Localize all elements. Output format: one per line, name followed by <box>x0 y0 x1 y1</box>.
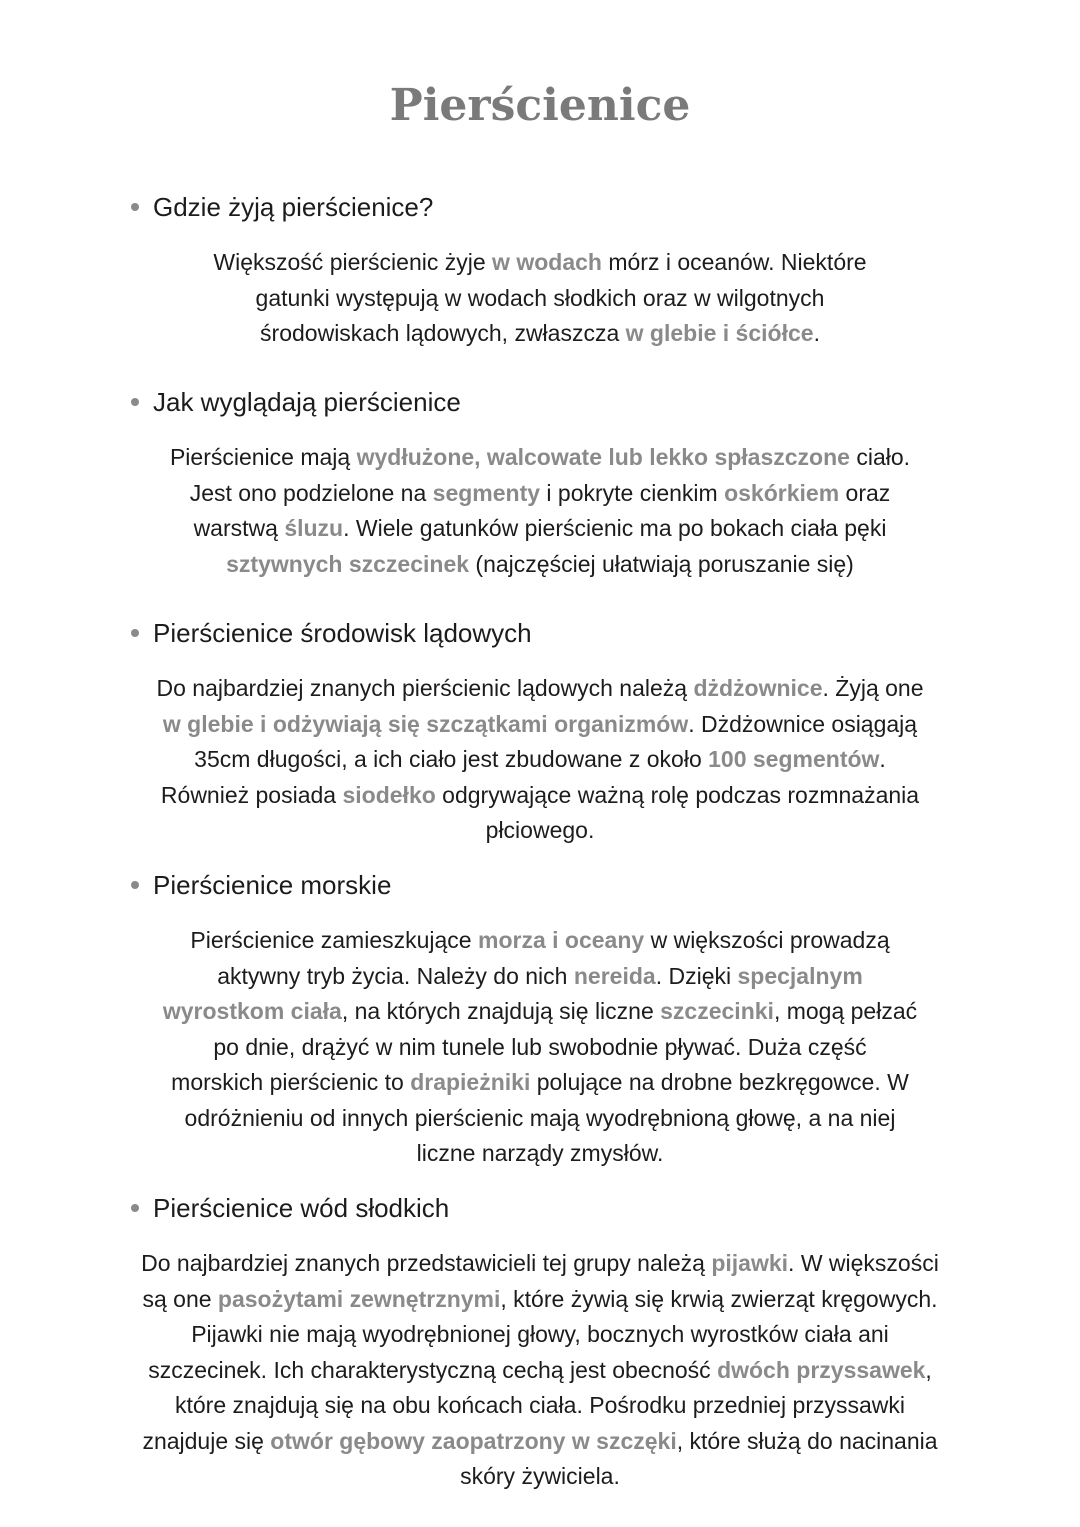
highlighted-term: w glebie i ściółce <box>625 320 814 346</box>
paragraph-text: płciowego. <box>485 817 595 843</box>
section-heading <box>131 386 461 418</box>
paragraph-text: warstwą <box>193 515 285 541</box>
section-paragraph <box>90 440 990 582</box>
paragraph-text: Do najbardziej znanych przedstawicieli tej grupy należą <box>141 1250 712 1276</box>
paragraph-text: polujące na drobne bezkręgowce. W <box>530 1069 909 1095</box>
section-heading-label: Jak wyglądają pierścienice <box>153 387 461 417</box>
paragraph-line <box>90 994 990 1030</box>
paragraph-line <box>90 1388 990 1424</box>
paragraph-line <box>90 1424 990 1460</box>
highlighted-term: siodełko <box>342 781 436 808</box>
section-paragraph <box>90 671 990 849</box>
paragraph-line <box>90 440 990 476</box>
paragraph-text: , które służą do nacinania <box>676 1427 938 1454</box>
bullet-icon <box>131 203 139 211</box>
highlighted-term: nereida <box>573 962 656 989</box>
paragraph-line <box>90 1317 990 1353</box>
paragraph-text: znajduje się <box>142 1427 271 1454</box>
highlighted-term: śluzu <box>284 515 344 541</box>
highlighted-term: w wodach <box>492 249 602 275</box>
paragraph-text: aktywny tryb życia. Należy do nich <box>217 962 574 989</box>
paragraph-line <box>90 1353 990 1389</box>
paragraph-text: Pierścienice mają <box>169 444 357 470</box>
paragraph-text: ciało. <box>849 444 911 470</box>
paragraph-text: . Dżdżownice osiągają <box>688 710 918 737</box>
page-title: Pierścienice <box>389 80 691 131</box>
paragraph-line <box>90 245 990 281</box>
paragraph-text: i pokryte cienkim <box>540 479 725 506</box>
highlighted-term: 100 segmentów <box>708 746 880 772</box>
paragraph-text: . Wiele gatunków pierścienic ma po bokach ciała pęki <box>343 515 887 541</box>
paragraph-line <box>90 707 990 743</box>
highlighted-term: szczecinki <box>660 998 774 1024</box>
paragraph-text: mórz i oceanów. Niektóre <box>601 249 867 275</box>
paragraph-text: Do najbardziej znanych pierścienic lądowych należą <box>156 675 694 701</box>
paragraph-text: po dnie, drążyć w nim tunele lub swobodnie pływać. Duża część <box>213 1033 867 1060</box>
highlighted-term: segmenty <box>432 479 541 506</box>
paragraph-text: (najczęściej ułatwiają poruszanie się) <box>469 550 854 577</box>
section-heading-label: Pierścienice morskie <box>153 870 392 900</box>
highlighted-term: drapieżniki <box>410 1069 531 1095</box>
highlighted-term: w glebie i odżywiają się szczątkami organizmów <box>162 710 689 737</box>
paragraph-text: Pijawki nie mają wyodrębnionej głowy, bocznych wyrostków ciała ani <box>191 1321 889 1347</box>
paragraph-text: środowiskach lądowych, zwłaszcza <box>260 320 626 346</box>
paragraph-text: . Żyją one <box>822 675 924 701</box>
paragraph-text: , na których znajdują się liczne <box>341 998 661 1024</box>
paragraph-line <box>90 1459 990 1495</box>
section-heading <box>131 1192 449 1224</box>
paragraph-text: liczne narządy zmysłów. <box>416 1140 664 1166</box>
paragraph-line <box>90 813 990 849</box>
paragraph-line <box>90 511 990 547</box>
paragraph-text: , które żywią się krwią zwierząt kręgowych. <box>500 1285 938 1312</box>
paragraph-text: . Dzięki <box>655 962 738 989</box>
section-heading <box>131 617 532 649</box>
highlighted-term: pasożytami zewnętrznymi <box>217 1285 501 1312</box>
paragraph-text: morskich pierścienic to <box>171 1069 411 1095</box>
paragraph-line <box>90 671 990 707</box>
highlighted-term: oskórkiem <box>724 479 840 506</box>
highlighted-term: pijawki <box>711 1250 789 1276</box>
highlighted-term: sztywnych szczecinek <box>226 550 470 577</box>
paragraph-text: skóry żywiciela. <box>460 1463 620 1489</box>
paragraph-text: Również posiada <box>160 781 343 808</box>
section-heading <box>131 191 433 223</box>
bullet-icon <box>131 398 139 406</box>
paragraph-line <box>90 1030 990 1066</box>
bullet-icon <box>131 881 139 889</box>
paragraph-line <box>90 316 990 352</box>
paragraph-line <box>90 1065 990 1101</box>
paragraph-text: . W większości <box>788 1250 939 1276</box>
paragraph-line <box>90 547 990 583</box>
paragraph-text: szczecinek. Ich charakterystyczną cechą jest obecność <box>148 1356 718 1383</box>
highlighted-term: dwóch przyssawek <box>717 1356 926 1383</box>
paragraph-text: , <box>925 1356 932 1383</box>
paragraph-text: oraz <box>839 479 891 506</box>
bullet-icon <box>131 629 139 637</box>
section-paragraph <box>90 923 990 1172</box>
paragraph-text: są one <box>142 1285 218 1312</box>
highlighted-term: wydłużone, walcowate lub lekko spłaszczone <box>356 444 850 470</box>
paragraph-text: odróżnieniu od innych pierścienic mają wyodrębnioną głowę, a na niej <box>184 1104 896 1131</box>
bullet-icon <box>131 1204 139 1212</box>
paragraph-text: . <box>879 746 886 772</box>
paragraph-line <box>90 281 990 317</box>
paragraph-line <box>90 1246 990 1282</box>
paragraph-text: gatunki występują w wodach słodkich oraz w wilgotnych <box>255 284 825 311</box>
paragraph-line <box>90 1101 990 1137</box>
paragraph-text: w większości prowadzą <box>644 927 890 953</box>
highlighted-term: otwór gębowy zaopatrzony w szczęki <box>270 1427 677 1454</box>
highlighted-term: morza i oceany <box>478 927 645 953</box>
paragraph-text: , mogą pełzać <box>773 998 918 1024</box>
paragraph-text: Pierścienice zamieszkujące <box>190 927 478 953</box>
highlighted-term: specjalnym <box>737 962 863 989</box>
paragraph-text: Jest ono podzielone na <box>189 479 433 506</box>
paragraph-line <box>90 778 990 814</box>
paragraph-text: Większość pierścienic żyje <box>213 249 493 275</box>
section-paragraph <box>90 245 990 352</box>
paragraph-line <box>90 1282 990 1318</box>
highlighted-term: dżdżownice <box>693 675 823 701</box>
paragraph-line <box>90 959 990 995</box>
section-paragraph <box>90 1246 990 1495</box>
highlighted-term: wyrostkom ciała <box>162 998 342 1024</box>
paragraph-text: 35cm długości, a ich ciało jest zbudowane z około <box>194 746 709 772</box>
paragraph-text: które znajdują się na obu końcach ciała. Pośrodku przedniej przyssawki <box>174 1392 905 1418</box>
section-heading-label: Pierścienice środowisk lądowych <box>153 618 532 648</box>
paragraph-text: . <box>813 320 820 346</box>
paragraph-line <box>90 1136 990 1172</box>
paragraph-line <box>90 742 990 778</box>
section-heading-label: Pierścienice wód słodkich <box>153 1193 450 1223</box>
paragraph-text: odgrywające ważną rolę podczas rozmnażania <box>435 781 920 808</box>
paragraph-line <box>90 923 990 959</box>
section-heading-label: Gdzie żyją pierścienice? <box>153 192 434 222</box>
section-heading <box>131 869 391 901</box>
paragraph-line <box>90 476 990 512</box>
